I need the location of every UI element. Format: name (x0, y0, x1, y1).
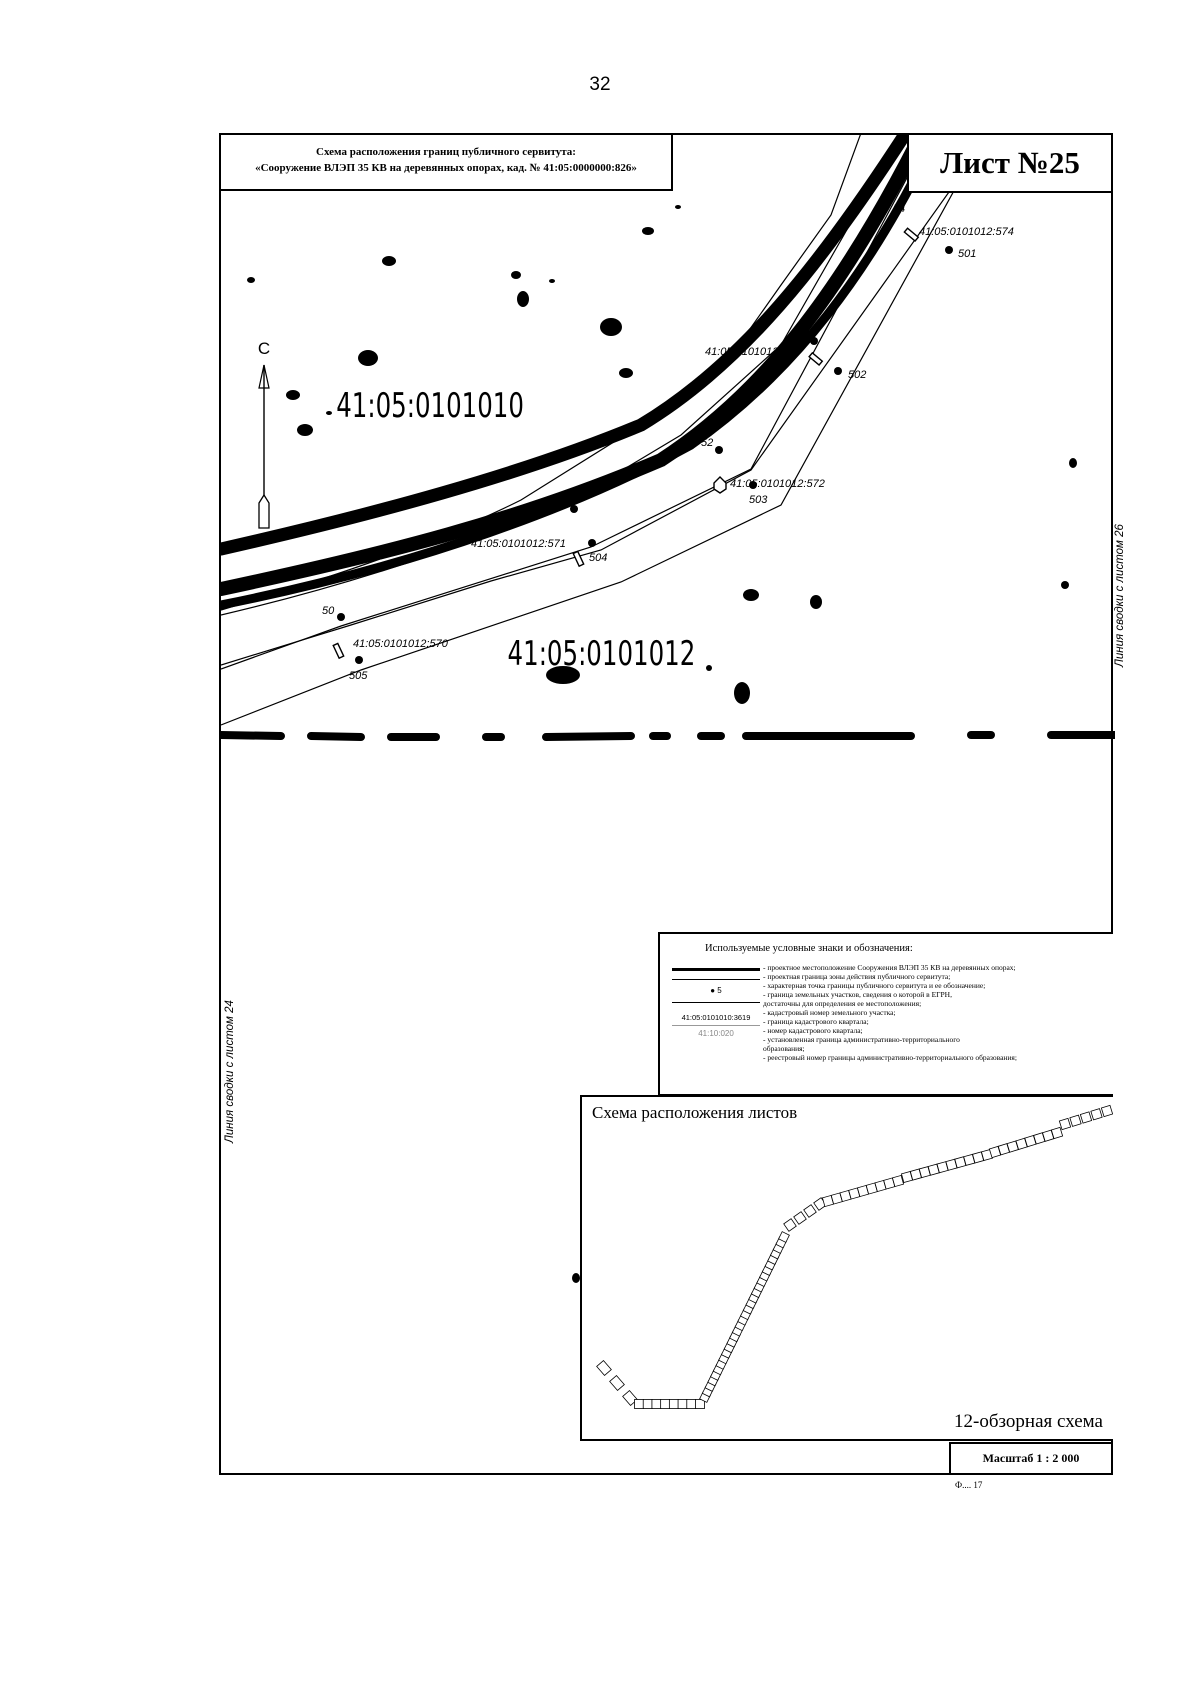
sheet-number: Лист №25 (907, 133, 1113, 193)
overview-sheet-chain (582, 1097, 1113, 1441)
overview-sheet-rect (643, 1400, 652, 1409)
point-505 (355, 656, 363, 664)
point-label-505: 505 (349, 670, 368, 682)
overview-sheet-rect (1059, 1118, 1070, 1129)
legend-item: - реестровый номер границы административно-территориального образования; (763, 1053, 1017, 1062)
parcel-label-572: 41:05:0101012:572 (730, 478, 825, 490)
overview-sheet-rect (610, 1376, 625, 1391)
overview-sheet-rect (652, 1400, 661, 1409)
north-arrow (258, 339, 270, 528)
title-line-2: «Сооружение ВЛЭП 35 КВ на деревянных опорах, кад. № 41:05:0000000:826» (255, 162, 637, 174)
legend-point-symbol: ● 5 (710, 986, 722, 995)
point-label-50: 50 (322, 605, 335, 617)
legend-item: - характерная точка границы публичного сервитута и ее обозначение; (763, 981, 986, 990)
legend-item: образования; (763, 1044, 805, 1053)
footer-cut-text: Ф.... 17 (955, 1480, 983, 1490)
overview-label: 12-обзорная схема (954, 1411, 1103, 1432)
legend-item: - проектное местоположение Сооружения ВЛЭП 35 КВ на деревянных опорах; (763, 963, 1016, 972)
overview-sheet-rect (804, 1205, 817, 1218)
legend-point-symbol-label: 5 (717, 986, 722, 995)
legend-quarter-boundary-symbol (672, 1025, 760, 1026)
legend-quarter-number-sample: 41:10:020 (698, 1029, 734, 1038)
point-label-503: 503 (749, 494, 768, 506)
powerline-stroke-inner (221, 135, 941, 605)
overview-sheet-rect (687, 1400, 696, 1409)
overview-sheet-rect (669, 1400, 678, 1409)
point-label-502: 502 (848, 369, 867, 381)
parcel-marker-573 (809, 353, 822, 365)
overview-sheet-rect (784, 1219, 797, 1232)
point-52 (715, 446, 723, 454)
legend-parcel-boundary-symbol (672, 1002, 760, 1003)
point-label-54: 54 (893, 203, 906, 215)
overview-sheet-rect (892, 1175, 903, 1186)
overview-sheet-rect (661, 1400, 670, 1409)
survey-points (337, 246, 953, 664)
legend-item: - кадастровый номер земельного участка; (763, 1008, 896, 1017)
page-number: 32 (589, 74, 611, 95)
parcel-marker-570 (333, 643, 343, 658)
point-50 (337, 613, 345, 621)
legend-item: - номер кадастрового квартала; (763, 1026, 863, 1035)
parcel-label-574: 41:05:0101012:574 (919, 226, 1014, 238)
side-label-left: Линия сводки с листом 24 (224, 1000, 236, 1143)
powerline-strokes (221, 135, 941, 605)
scale-box: Масштаб 1 : 2 000 (949, 1442, 1113, 1475)
overview-sheet-rect (1101, 1105, 1112, 1116)
point-504 (588, 539, 596, 547)
legend-item: - проектная граница зоны действия публичного сервитута; (763, 972, 951, 981)
boundary-servitude-north (221, 135, 931, 669)
legend-item: - граница кадастрового квартала; (763, 1017, 869, 1026)
legend-servitude-symbol (672, 979, 760, 980)
overview-sheet-rect (1070, 1115, 1081, 1126)
parcel-marker-574 (904, 228, 918, 241)
overview-sheet-rect (1091, 1109, 1102, 1120)
point-label-52: 52 (701, 437, 714, 449)
boundary-upper (221, 135, 911, 615)
parcel-marker-572 (714, 477, 726, 493)
title-line-1: Схема расположения границ публичного сервитута: (316, 146, 576, 158)
point-label-504: 504 (589, 552, 608, 564)
point-label-51: 51 (563, 495, 576, 507)
point-label-501: 501 (958, 248, 977, 260)
point-label-53: 53 (797, 328, 810, 340)
north-label: С (257, 339, 271, 358)
legend-item: - граница земельных участков, сведения о которой в ЕГРН, (763, 990, 952, 999)
side-label-right: Линия сводки с листом 26 (1114, 524, 1126, 667)
quarter-label-0101010: 41:05:0101010 (336, 386, 524, 426)
title-box (219, 133, 673, 191)
overview-title: Схема расположения листов (592, 1103, 798, 1122)
overview-sheet-rect (635, 1400, 644, 1409)
point-502 (834, 367, 842, 375)
parcel-label-570: 41:05:0101012:570 (353, 638, 448, 650)
legend-line-symbol (672, 968, 760, 971)
parcel-marker-571 (573, 551, 583, 566)
quarter-label-0101012: 41:05:0101012 (507, 634, 696, 674)
point-501 (945, 246, 953, 254)
legend-panel (658, 932, 1113, 1096)
point-labels (322, 203, 976, 682)
overview-sheet-rect (1080, 1112, 1091, 1123)
point-53 (810, 337, 818, 345)
legend-item: достаточны для определения ее местоположения; (763, 999, 922, 1008)
legend-title: Используемые условные знаки и обозначения: (705, 943, 913, 954)
overview-sheet-rect (597, 1361, 612, 1376)
overview-sheet-rect (794, 1212, 807, 1225)
legend-item: - установленная граница административно-территориального (763, 1035, 960, 1044)
overview-panel (580, 1095, 1113, 1441)
parcel-label-573: 41:05:0101012:573 (705, 346, 800, 358)
legend-parcel-number-sample: 41:05:0101010:3619 (681, 1013, 751, 1022)
overview-sheet-rect (678, 1400, 687, 1409)
quarter-boundary-line (221, 735, 1115, 737)
parcel-label-571: 41:05:0101012:571 (471, 538, 566, 550)
